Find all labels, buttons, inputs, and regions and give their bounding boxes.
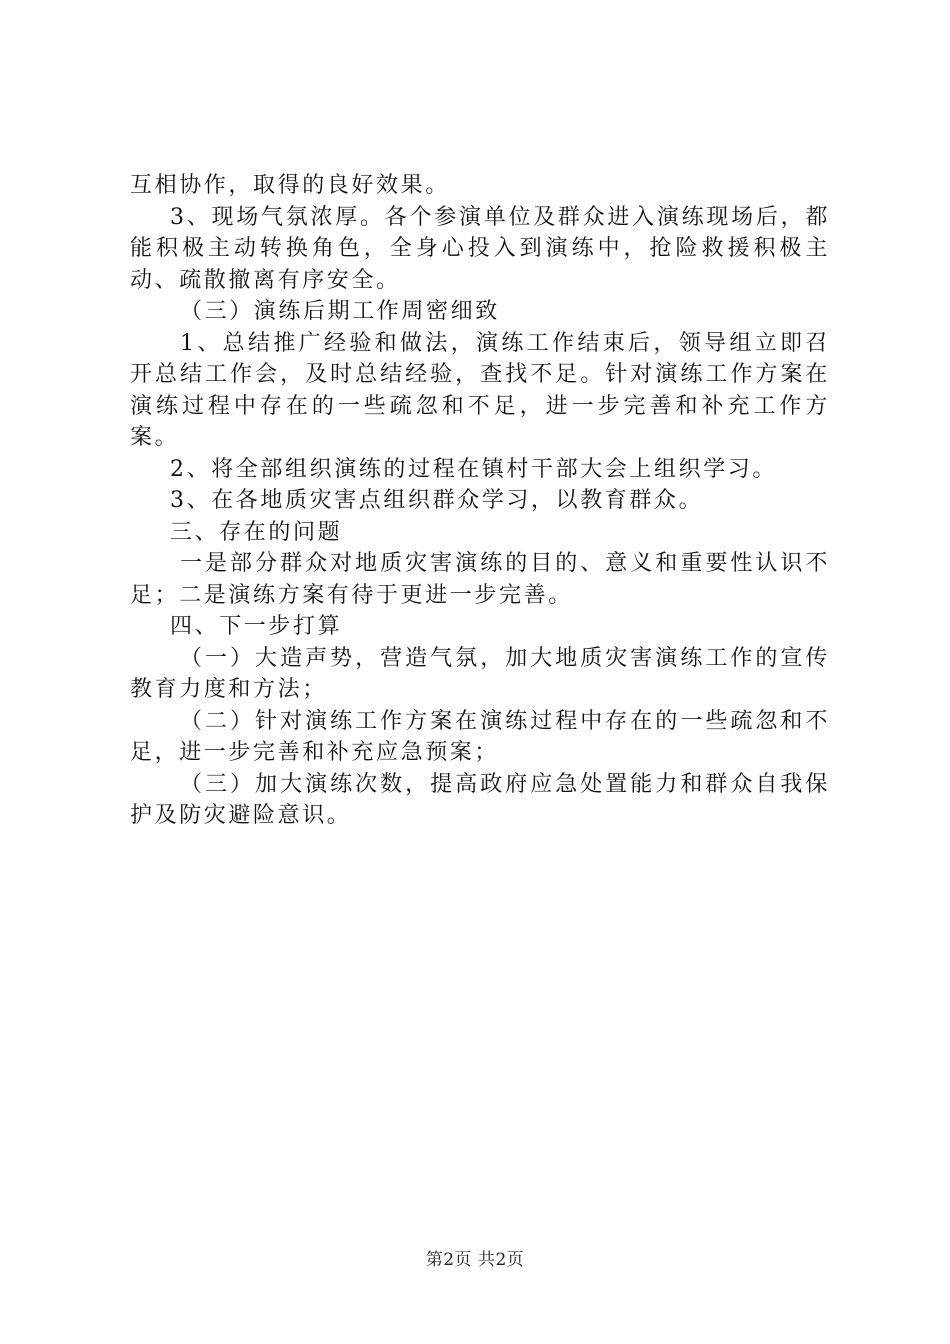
heading-next-steps: 四、下一步打算 (170, 614, 343, 639)
paragraph-item-3-education: 3、在各地质灾害点组织群众学习，以教育群众。 (170, 488, 704, 513)
paragraph-next-step-1: （一）大造声势，营造气氛，加大地质灾害演练工作的宣传教育力度和方法； (130, 645, 830, 702)
paragraph-item-2-study: 2、将全部组织演练的过程在镇村干部大会上组织学习。 (170, 456, 777, 482)
paragraph-continuation: 互相协作，取得的良好效果。 (130, 173, 450, 198)
document-body (130, 170, 830, 832)
subheading-later-work: （三）演练后期工作周密细致 (180, 299, 500, 324)
paragraph-problems: 一是部分群众对地质灾害演练的目的、意义和重要性认识不足；二是演练方案有待于更进一步完善。 (130, 551, 830, 608)
page-number-footer: 第2页 共2页 (425, 1250, 525, 1270)
paragraph-item-3-atmosphere: 3、现场气氛浓厚。各个参演单位及群众进入演练现场后，都能积极主动转换角色，全身心投入到演练中，抢险救援积极主动、疏散撤离有序安全。 (130, 204, 830, 293)
paragraph-item-1-summary: 1、总结推广经验和做法，演练工作结束后，领导组立即召开总结工作会，及时总结经验，查找不足。针对演练工作方案在演练过程中存在的一些疏忽和不足，进一步完善和补充工作方案。 (130, 330, 830, 450)
heading-problems: 三、存在的问题 (170, 519, 343, 545)
paragraph-next-step-2: （二）针对演练工作方案在演练过程中存在的一些疏忽和不足，进一步完善和补充应急预案； (130, 708, 830, 765)
paragraph-next-step-3: （三）加大演练次数，提高政府应急处置能力和群众自我保护及防灾避险意识。 (130, 771, 830, 828)
